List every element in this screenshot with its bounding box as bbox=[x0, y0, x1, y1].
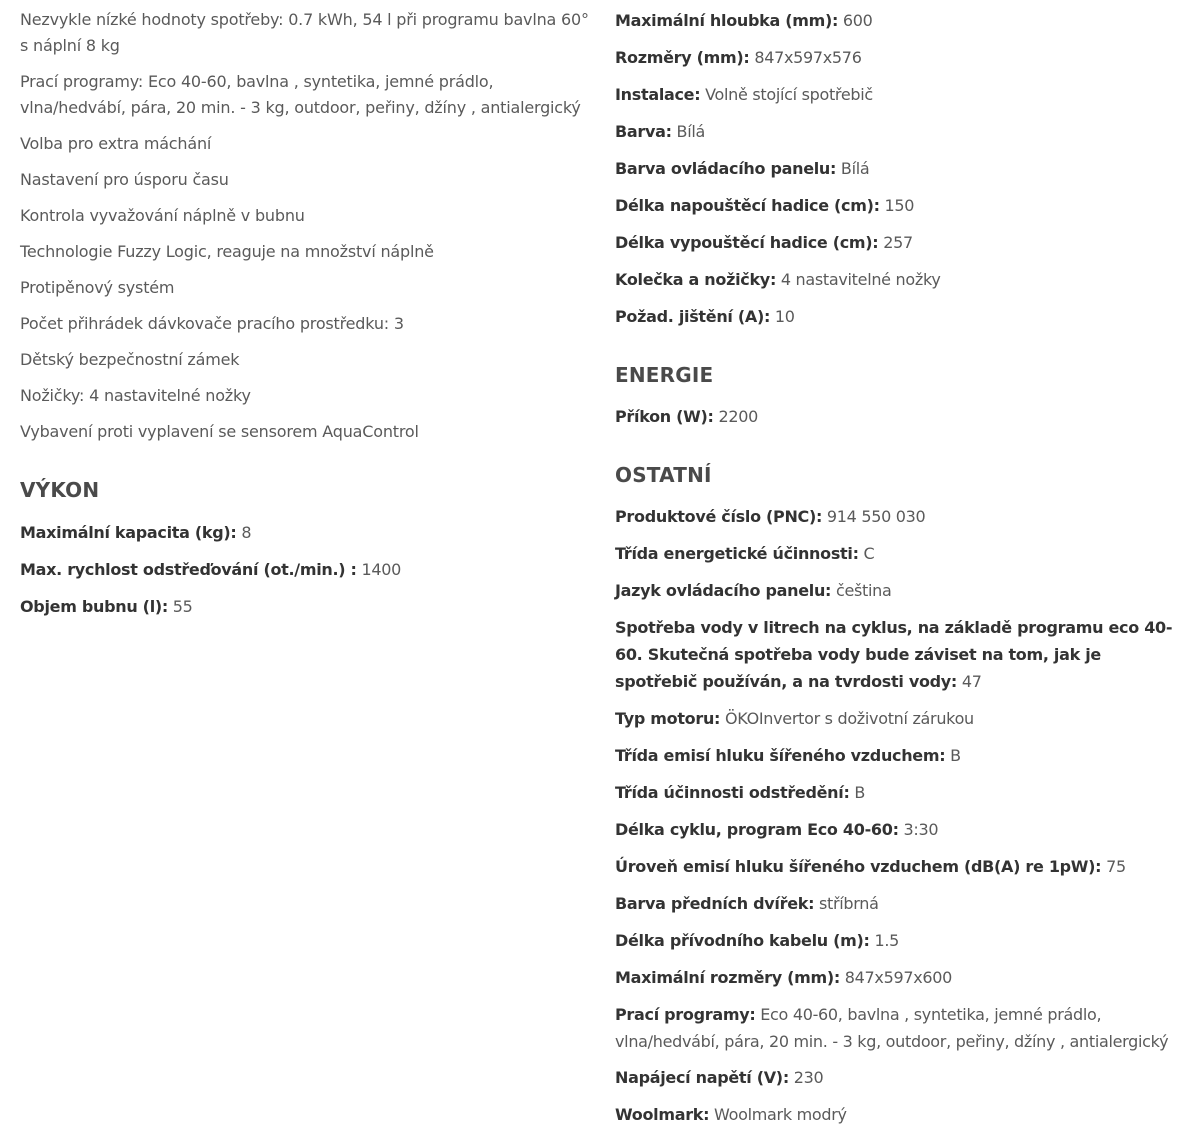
spec-label: Barva ovládacího panelu: bbox=[615, 159, 837, 178]
spec-value: 847x597x576 bbox=[754, 48, 862, 67]
spec-label: Třída emisí hluku šířeného vzduchem: bbox=[615, 746, 946, 765]
spec-row bbox=[615, 742, 1183, 769]
spec-row bbox=[615, 577, 1183, 604]
spec-label: Třída účinnosti odstředění: bbox=[615, 783, 850, 802]
spec-row bbox=[615, 1101, 1183, 1128]
spec-row bbox=[615, 1064, 1183, 1091]
spec-row bbox=[615, 303, 1183, 330]
spec-label: Délka napouštěcí hadice (cm): bbox=[615, 196, 880, 215]
section-heading-vykon: VÝKON bbox=[20, 478, 100, 502]
spec-value: Eco 40-60, bavlna , syntetika, jemné prádlo, vlna/hedvábí, pára, 20 min. - 3 kg, outdoor, peřiny, džíny , antialergický bbox=[615, 1005, 1169, 1051]
spec-row bbox=[615, 192, 1183, 219]
spec-label: Maximální rozměry (mm): bbox=[615, 968, 840, 987]
spec-value: 47 bbox=[961, 672, 982, 691]
spec-label: Objem bubnu (l): bbox=[20, 597, 168, 616]
spec-row bbox=[615, 816, 1183, 843]
spec-row bbox=[20, 593, 588, 620]
spec-label: Woolmark: bbox=[615, 1105, 710, 1124]
spec-value: 150 bbox=[884, 196, 915, 215]
spec-value: Bílá bbox=[676, 122, 705, 141]
feature-item: Nastavení pro úsporu času bbox=[20, 170, 229, 189]
spec-row bbox=[615, 229, 1183, 256]
spec-label: Délka vypouštěcí hadice (cm): bbox=[615, 233, 879, 252]
spec-label: Požad. jištění (A): bbox=[615, 307, 771, 326]
feature-item: Počet přihrádek dávkovače pracího prostředku: 3 bbox=[20, 314, 404, 333]
feature-item: Kontrola vyvažování náplně v bubnu bbox=[20, 206, 305, 225]
spec-row bbox=[615, 44, 1183, 71]
spec-value: 600 bbox=[842, 11, 873, 30]
spec-row bbox=[615, 540, 1183, 567]
section-heading-ostatni: OSTATNÍ bbox=[615, 463, 712, 487]
spec-value: C bbox=[863, 544, 875, 563]
spec-value: 75 bbox=[1106, 857, 1126, 876]
spec-label: Prací programy: bbox=[615, 1005, 756, 1024]
spec-label: Délka cyklu, program Eco 40-60: bbox=[615, 820, 899, 839]
feature-item: Technologie Fuzzy Logic, reaguje na množství náplně bbox=[20, 242, 434, 261]
feature-item: Protipěnový systém bbox=[20, 278, 175, 297]
feature-item: Nezvykle nízké hodnoty spotřeby: 0.7 kWh, 54 l při programu bavlna 60° s náplní 8 kg bbox=[20, 10, 589, 55]
spec-value: 230 bbox=[793, 1068, 824, 1087]
spec-label: Barva předních dvířek: bbox=[615, 894, 815, 913]
spec-label: Produktové číslo (PNC): bbox=[615, 507, 823, 526]
spec-label: Max. rychlost odstřeďování (ot./min.) : bbox=[20, 560, 357, 579]
spec-row bbox=[615, 7, 1183, 34]
spec-value: 257 bbox=[883, 233, 913, 252]
spec-row bbox=[615, 779, 1183, 806]
spec-value: ÖKOInvertor s doživotní zárukou bbox=[724, 709, 974, 728]
spec-row bbox=[615, 614, 1183, 695]
spec-row bbox=[615, 81, 1183, 108]
spec-label: Kolečka a nožičky: bbox=[615, 270, 777, 289]
feature-item: Volba pro extra máchání bbox=[20, 134, 212, 153]
spec-value: 3:30 bbox=[903, 820, 939, 839]
spec-label: Spotřeba vody v litrech na cyklus, na základě programu eco 40-60. Skutečná spotřeba vody bude záviset na tom, jak je spotřebič používán, a na tvrdosti vody: bbox=[615, 618, 1173, 691]
section-heading-energie: ENERGIE bbox=[615, 363, 714, 387]
spec-value: 2200 bbox=[718, 407, 758, 426]
feature-item: Prací programy: Eco 40-60, bavlna , syntetika, jemné prádlo, vlna/hedvábí, pára, 20 min. - 3 kg, outdoor, peřiny, džíny , antialergický bbox=[20, 72, 581, 117]
spec-label: Příkon (W): bbox=[615, 407, 714, 426]
spec-row bbox=[615, 118, 1183, 145]
spec-value: čeština bbox=[835, 581, 892, 600]
spec-value: 914 550 030 bbox=[826, 507, 926, 526]
spec-value: Woolmark modrý bbox=[714, 1105, 847, 1124]
spec-value: B bbox=[950, 746, 961, 765]
spec-label: Třída energetické účinnosti: bbox=[615, 544, 859, 563]
spec-row bbox=[615, 705, 1183, 732]
spec-value: 1.5 bbox=[874, 931, 899, 950]
spec-row bbox=[615, 890, 1183, 917]
spec-value: 8 bbox=[241, 523, 252, 542]
spec-value: 10 bbox=[774, 307, 795, 326]
feature-item: Dětský bezpečnostní zámek bbox=[20, 350, 240, 369]
spec-label: Instalace: bbox=[615, 85, 701, 104]
spec-row bbox=[615, 155, 1183, 182]
spec-value: 1400 bbox=[361, 560, 401, 579]
spec-row bbox=[615, 266, 1183, 293]
spec-label: Typ motoru: bbox=[615, 709, 721, 728]
spec-label: Napájecí napětí (V): bbox=[615, 1068, 789, 1087]
feature-item: Vybavení proti vyplavení se sensorem AquaControl bbox=[20, 422, 419, 441]
spec-label: Délka přívodního kabelu (m): bbox=[615, 931, 870, 950]
spec-label: Rozměry (mm): bbox=[615, 48, 750, 67]
spec-label: Maximální kapacita (kg): bbox=[20, 523, 237, 542]
feature-item: Nožičky: 4 nastavitelné nožky bbox=[20, 386, 251, 405]
spec-label: Úroveň emisí hluku šířeného vzduchem (dB(A) re 1pW): bbox=[615, 857, 1102, 876]
spec-row bbox=[615, 964, 1183, 991]
spec-value: 4 nastavitelné nožky bbox=[780, 270, 941, 289]
spec-label: Jazyk ovládacího panelu: bbox=[615, 581, 832, 600]
spec-label: Barva: bbox=[615, 122, 672, 141]
spec-row bbox=[615, 403, 1183, 430]
spec-label: Maximální hloubka (mm): bbox=[615, 11, 839, 30]
spec-row bbox=[615, 853, 1183, 880]
spec-value: B bbox=[854, 783, 866, 802]
spec-row bbox=[20, 556, 588, 583]
spec-value: Bílá bbox=[840, 159, 870, 178]
spec-value: Volně stojící spotřebič bbox=[705, 85, 873, 104]
spec-value: stříbrná bbox=[819, 894, 879, 913]
spec-value: 847x597x600 bbox=[844, 968, 953, 987]
spec-value: 55 bbox=[172, 597, 193, 616]
spec-row bbox=[20, 519, 588, 546]
spec-row bbox=[615, 1001, 1183, 1055]
spec-row bbox=[615, 503, 1183, 530]
spec-row bbox=[615, 927, 1183, 954]
